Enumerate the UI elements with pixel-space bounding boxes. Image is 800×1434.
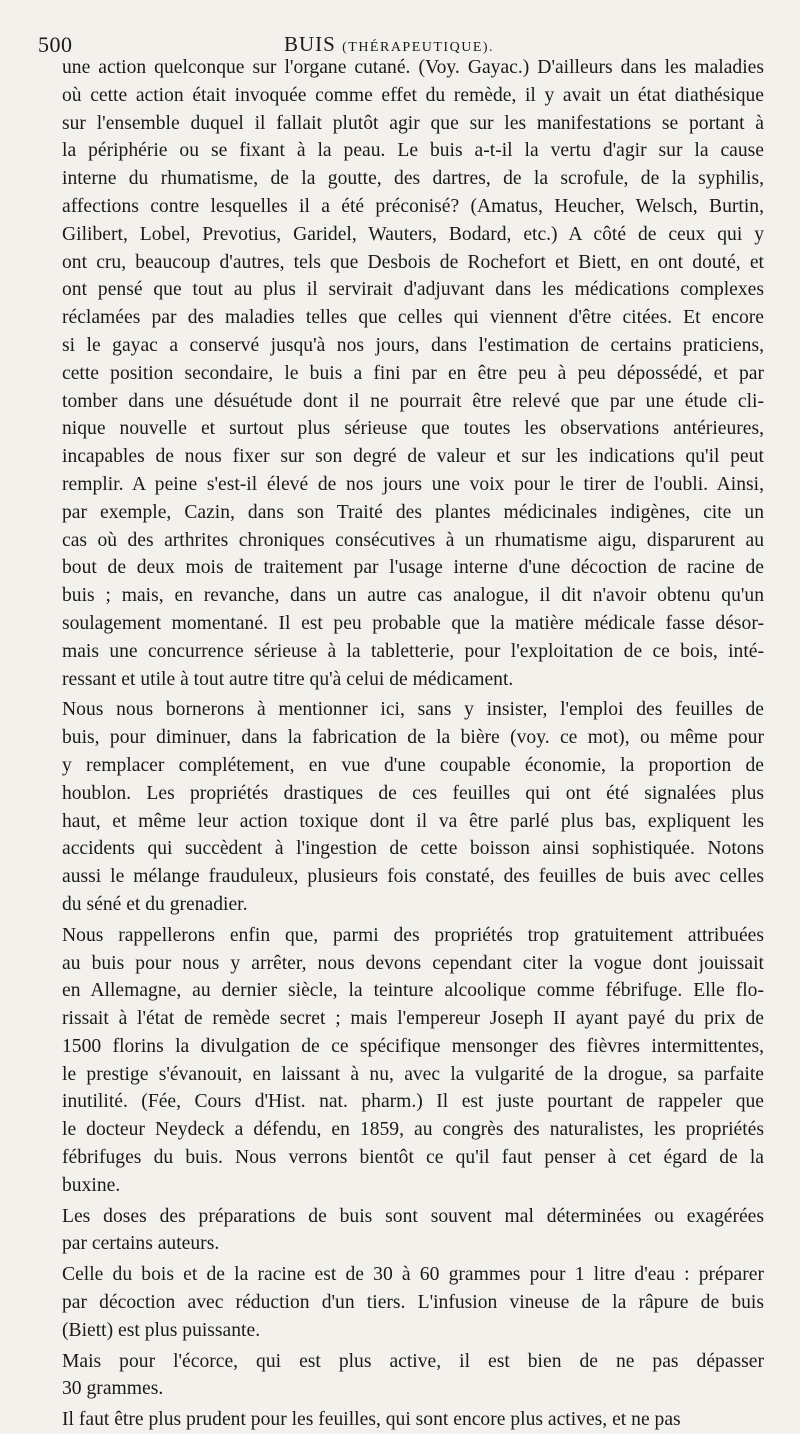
text-line: ont pensé que tout au plus il servirait d'adjuvant dans les médications complexes xyxy=(62,279,764,301)
text-line: remplir. A peine s'est-il élevé de nos jours une voix pour le tirer de l'oubli. Ainsi, xyxy=(62,473,764,495)
text-line: y remplacer complétement, en vue d'une coupable économie, la proportion de xyxy=(62,754,764,776)
paragraph xyxy=(62,696,764,918)
text-line: 30 grammes. xyxy=(62,1378,164,1400)
text-line: ont cru, beaucoup d'autres, tels que Desbois de Rochefort et Biett, en ont douté, et xyxy=(62,251,764,273)
text-line: Gilibert, Lobel, Prevotius, Garidel, Wauters, Bodard, etc.) A côté de ceux qui y xyxy=(62,223,764,245)
text-line: (Biett) est plus puissante. xyxy=(62,1319,261,1341)
text-line: bout de deux mois de traitement par l'usage interne d'une décoction de racine de xyxy=(62,557,764,579)
text-line: la périphérie ou se fixant à la peau. Le buis a-t-il la vertu d'agir sur la cause xyxy=(62,140,764,162)
text-line: nique nouvelle et surtout plus sérieuse que toutes les observations antérieures, xyxy=(62,418,764,440)
running-title xyxy=(284,32,494,57)
paragraph xyxy=(62,1203,764,1259)
text-line: le docteur Neydeck a défendu, en 1859, au congrès des naturalistes, les propriétés xyxy=(62,1119,764,1141)
text-line: du séné et du grenadier. xyxy=(62,893,248,915)
text-line: buis, pour diminuer, dans la fabrication de la bière (voy. ce mot), ou même pour xyxy=(62,727,764,749)
text-line: une action quelconque sur l'organe cutané. (Voy. Gayac.) D'ailleurs dans les maladies xyxy=(62,57,764,78)
running-title-sub: (THÉRAPEUTIQUE). xyxy=(342,40,495,55)
body-text xyxy=(62,54,764,1434)
text-line: Celle du bois et de la racine est de 30 à 60 grammes pour 1 litre d'eau : préparer xyxy=(62,1264,764,1286)
text-line: affections contre lesquelles il a été préconisé? (Amatus, Heucher, Welsch, Burtin, xyxy=(62,195,764,217)
text-line: le prestige s'évanouit, en laissant à nu, avec la vulgarité de la drogue, sa parfaite xyxy=(62,1063,764,1085)
text-line: buis ; mais, en revanche, dans un autre cas analogue, il dit n'avoir obtenu qu'un xyxy=(62,585,764,607)
paragraph xyxy=(62,1406,764,1434)
text-line: tomber dans une désuétude dont il ne pourrait être relevé que par une étude cli- xyxy=(62,390,764,412)
text-line: où cette action était invoquée comme effet du remède, il y avait un état diathésique xyxy=(62,84,764,106)
text-line: rissait à l'état de remède secret ; mais l'empereur Joseph II ayant payé du prix de xyxy=(62,1008,764,1030)
text-line: ressant et utile à tout autre titre qu'à celui de médicament. xyxy=(62,668,514,690)
paragraph xyxy=(62,1261,764,1344)
text-line: sur l'ensemble duquel il fallait plutôt agir que sur les manifestations se portant à xyxy=(62,112,764,134)
text-line: accidents qui succèdent à l'ingestion de cette boisson ainsi sophistiquée. Notons xyxy=(62,838,764,860)
paragraph xyxy=(62,1348,764,1404)
text-line: cas où des arthrites chroniques consécutives à un rhumatisme aigu, disparurent au xyxy=(62,529,764,551)
text-line: incapables de nous fixer sur son degré de valeur et sur les indications qu'il peut xyxy=(62,446,764,468)
text-line: cette position secondaire, le buis a fini par en être peu à peu dépossédé, et par xyxy=(62,362,764,384)
text-line: par décoction avec réduction d'un tiers. L'infusion vineuse de la râpure de buis xyxy=(62,1292,764,1314)
text-line: soulagement momentané. Il est peu probable que la matière médicale fasse désor- xyxy=(62,612,764,634)
text-line: en Allemagne, au dernier siècle, la teinture alcoolique comme fébrifuge. Elle flo- xyxy=(62,980,764,1002)
text-line: par certains auteurs. xyxy=(62,1233,220,1255)
text-line: haut, et même leur action toxique dont il va être parlé plus bas, expliquent les xyxy=(62,810,764,832)
text-line: par exemple, Cazin, dans son Traité des plantes médicinales indigènes, cite un xyxy=(62,501,764,523)
text-line: buxine. xyxy=(62,1174,121,1196)
paragraph xyxy=(62,922,764,1200)
text-line: mais une concurrence sérieuse à la tabletterie, pour l'exploitation de ce bois, inté- xyxy=(62,640,764,662)
page-number: 500 xyxy=(38,32,73,57)
text-line: réclamées par des maladies telles que celles qui viennent d'être citées. Et encore xyxy=(62,307,764,329)
text-line: houblon. Les propriétés drastiques de ces feuilles qui ont été signalées plus xyxy=(62,782,764,804)
running-head xyxy=(38,14,764,57)
text-line: si le gayac a conservé jusqu'à nos jours, dans l'estimation de certains praticiens, xyxy=(62,334,764,356)
text-line: au buis pour nous y arrêter, nous devons cependant citer la vogue dont jouissait xyxy=(62,952,764,974)
text-line: Nous rappellerons enfin que, parmi des propriétés trop gratuitement attribuées xyxy=(62,924,764,946)
text-line: Nous nous bornerons à mentionner ici, sans y insister, l'emploi des feuilles de xyxy=(62,699,764,721)
paragraph xyxy=(62,54,764,693)
text-line: inutilité. (Fée, Cours d'Hist. nat. pharm.) Il est juste pourtant de rappeler que xyxy=(62,1091,764,1113)
text-line: aussi le mélange frauduleux, plusieurs fois constaté, des feuilles de buis avec celles xyxy=(62,866,764,888)
text-line: interne du rhumatisme, de la goutte, des dartres, de la scrofule, de la syphilis, xyxy=(62,168,764,190)
text-line: 1500 florins la divulgation de ce spécifique mensonger des fièvres intermittentes, xyxy=(62,1035,764,1057)
text-line: Il faut être plus prudent pour les feuilles, qui sont encore plus actives, et ne pas xyxy=(62,1409,681,1431)
text-line: Les doses des préparations de buis sont souvent mal déterminées ou exagérées xyxy=(62,1205,764,1227)
running-title-main: BUIS xyxy=(284,32,336,56)
text-line: fébrifuges du buis. Nous verrons bientôt ce qu'il faut penser à cet égard de la xyxy=(62,1147,764,1169)
text-line: Mais pour l'écorce, qui est plus active, il est bien de ne pas dépasser xyxy=(62,1350,764,1372)
